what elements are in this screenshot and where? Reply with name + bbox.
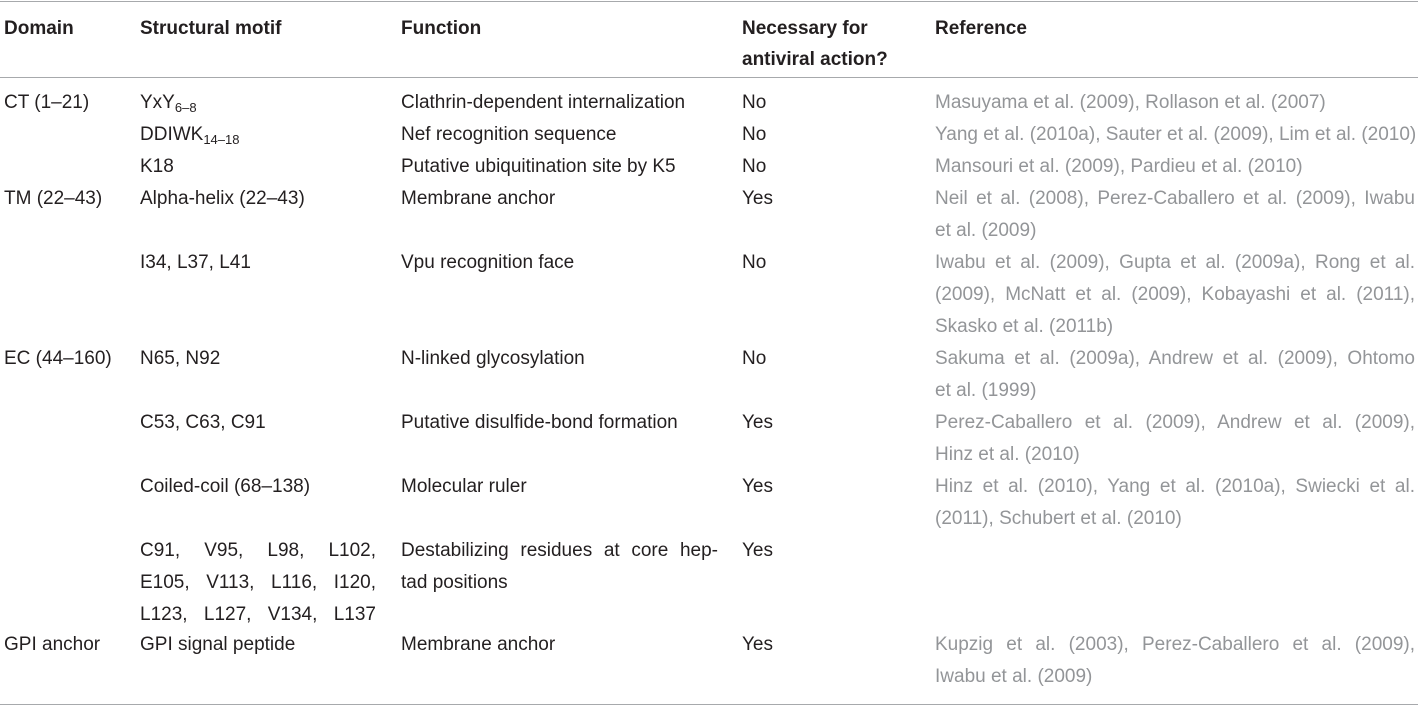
function-cell: Molecular ruler	[401, 476, 527, 497]
function-cell: Putative disulfide-bond formation	[401, 412, 678, 433]
motif-cell	[140, 119, 239, 151]
reference-cell	[935, 407, 1415, 471]
function-line: tad positions	[401, 572, 508, 593]
function-cell	[401, 535, 718, 599]
function-cell: Vpu recognition face	[401, 252, 575, 273]
reference-line: Iwabu et al. (2009), Gupta et al. (2009a), Rong et al.	[935, 252, 1415, 273]
reference-cell	[935, 247, 1415, 343]
motif-text: DDIWK	[140, 124, 204, 145]
reference-cell: Yang et al. (2010a), Sauter et al. (2009), Lim et al. (2010)	[935, 124, 1417, 145]
function-cell: Nef recognition sequence	[401, 124, 617, 145]
motif-text: YxY	[140, 92, 175, 113]
necessary-cell: Yes	[742, 412, 773, 433]
reference-line: Kupzig et al. (2003), Perez-Caballero et al. (2009),	[935, 634, 1415, 655]
function-cell: Clathrin-dependent internalization	[401, 92, 686, 113]
reference-line: Sakuma et al. (2009a), Andrew et al. (2009), Ohtomo	[935, 348, 1415, 369]
necessary-cell: No	[742, 124, 767, 145]
reference-cell: Masuyama et al. (2009), Rollason et al. (2007)	[935, 92, 1326, 113]
reference-line: Perez-Caballero et al. (2009), Andrew et al. (2009),	[935, 412, 1415, 433]
necessary-cell: Yes	[742, 476, 773, 497]
header-function: Function	[401, 18, 482, 39]
header-reference: Reference	[935, 18, 1027, 39]
domain-cell: GPI anchor	[4, 634, 101, 655]
necessary-cell: No	[742, 92, 767, 113]
motif-cell	[140, 87, 197, 119]
reference-cell	[935, 343, 1415, 407]
domain-cell: EC (44–160)	[4, 348, 112, 369]
motif-cell: K18	[140, 156, 174, 177]
domain-cell: TM (22–43)	[4, 188, 103, 209]
reference-line: Hinz et al. (2010), Yang et al. (2010a), Swiecki et al.	[935, 476, 1415, 497]
reference-line: Iwabu et al. (2009)	[935, 666, 1093, 687]
reference-line: (2011), Schubert et al. (2010)	[935, 508, 1182, 529]
motif-cell: C53, C63, C91	[140, 412, 266, 433]
motif-line: E105, V113, L116, I120,	[140, 572, 376, 593]
necessary-cell: No	[742, 348, 767, 369]
motif-cell: I34, L37, L41	[140, 252, 251, 273]
reference-line: (2009), McNatt et al. (2009), Kobayashi et al. (2011),	[935, 284, 1415, 305]
header-rule	[0, 77, 1418, 78]
reference-line: Neil et al. (2008), Perez-Caballero et al. (2009), Iwabu	[935, 188, 1415, 209]
necessary-cell: No	[742, 252, 767, 273]
header-structural-motif: Structural motif	[140, 18, 282, 39]
header-necessary	[742, 13, 888, 75]
reference-cell: Mansouri et al. (2009), Pardieu et al. (2010)	[935, 156, 1303, 177]
reference-cell	[935, 183, 1415, 247]
table-top-rule	[0, 1, 1418, 2]
motif-cell: N65, N92	[140, 348, 221, 369]
necessary-cell: Yes	[742, 540, 773, 561]
motif-line: L123, L127, V134, L137	[140, 604, 376, 625]
motif-cell: Alpha-helix (22–43)	[140, 188, 305, 209]
necessary-cell: No	[742, 156, 767, 177]
motif-subscript: 6–8	[174, 100, 197, 115]
domain-cell: CT (1–21)	[4, 92, 90, 113]
motif-cell: Coiled-coil (68–138)	[140, 476, 311, 497]
table-bottom-rule	[0, 704, 1418, 705]
reference-line: et al. (1999)	[935, 380, 1037, 401]
function-cell: Putative ubiquitination site by K5	[401, 156, 676, 177]
header-domain: Domain	[4, 18, 74, 39]
motif-cell	[140, 535, 376, 631]
reference-line: et al. (2009)	[935, 220, 1037, 241]
motif-subscript: 14–18	[203, 132, 240, 147]
reference-cell	[935, 471, 1415, 535]
function-cell: Membrane anchor	[401, 634, 556, 655]
function-line: Destabilizing residues at core hep-	[401, 540, 718, 561]
motif-cell: GPI signal peptide	[140, 634, 296, 655]
reference-line: Skasko et al. (2011b)	[935, 316, 1114, 337]
necessary-cell: Yes	[742, 188, 773, 209]
function-cell: N-linked glycosylation	[401, 348, 585, 369]
function-cell: Membrane anchor	[401, 188, 556, 209]
motif-line: C91, V95, L98, L102,	[140, 540, 376, 561]
header-necessary-line-1: Necessary for	[742, 18, 868, 39]
header-necessary-line-2: antiviral action?	[742, 49, 888, 70]
necessary-cell: Yes	[742, 634, 773, 655]
reference-cell	[935, 629, 1415, 693]
reference-line: Hinz et al. (2010)	[935, 444, 1080, 465]
